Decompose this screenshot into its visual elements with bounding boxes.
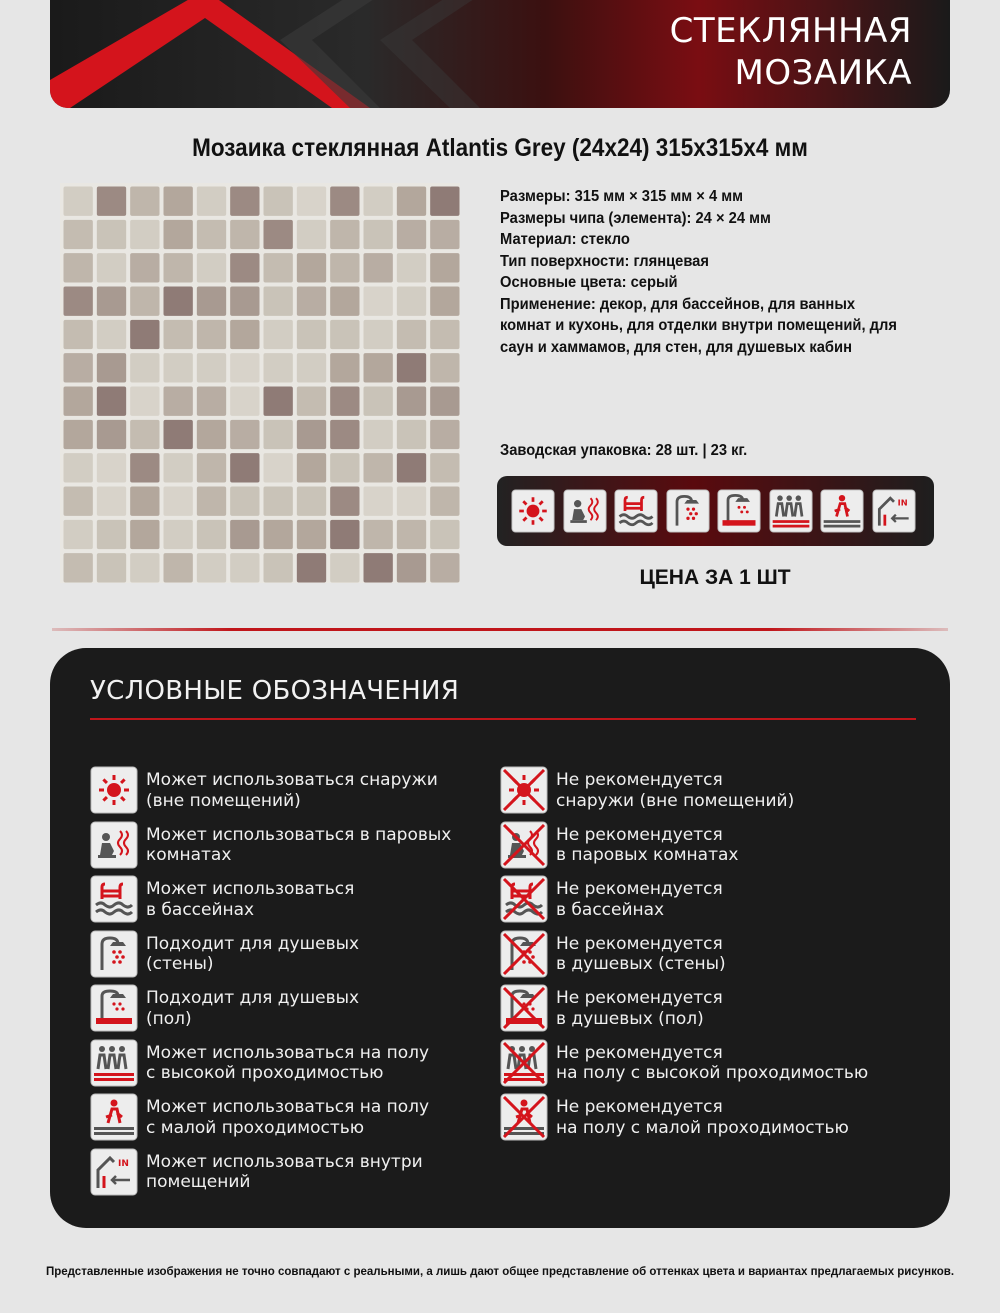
legend-item-text: Может использоваться внутри помещений	[146, 1151, 423, 1192]
mosaic-tile	[330, 220, 359, 249]
mosaic-tile	[330, 520, 359, 549]
pool-icon	[614, 489, 658, 533]
high-traffic-icon	[769, 489, 813, 533]
mosaic-tile	[264, 487, 293, 516]
mosaic-tile	[264, 420, 293, 449]
mosaic-tile	[164, 553, 193, 582]
mosaic-tile	[430, 253, 459, 282]
packing-info: Заводская упаковка: 28 шт. | 23 кг.	[500, 442, 748, 459]
svg-text:IN: IN	[118, 1158, 129, 1169]
product-specs	[500, 186, 905, 358]
spec-line: Материал: стекло	[500, 231, 630, 248]
legend-item	[90, 984, 510, 1034]
mosaic-tile	[330, 553, 359, 582]
spec-line: саун и хаммамов, для стен, для душевых кабин	[500, 338, 852, 356]
legend-item-text: Подходит для душевых (стены)	[146, 933, 360, 974]
legend-item-text: Не рекомендуется на полу с малой проходимостью	[556, 1097, 849, 1138]
mosaic-tile	[230, 453, 259, 482]
mosaic-tile	[264, 353, 293, 382]
mosaic-tile	[97, 387, 126, 416]
mosaic-tile	[130, 220, 159, 249]
mosaic-tile	[397, 487, 426, 516]
indoor-icon	[90, 1148, 138, 1196]
mosaic-tile	[230, 320, 259, 349]
mosaic-tile	[97, 487, 126, 516]
legend-item	[90, 1093, 510, 1143]
shower-floor-icon	[717, 489, 761, 533]
mosaic-tile	[130, 253, 159, 282]
mosaic-tile	[130, 520, 159, 549]
low-traffic-icon	[820, 489, 864, 533]
mosaic-tile	[430, 487, 459, 516]
mosaic-tile	[297, 287, 326, 316]
mosaic-tile	[164, 387, 193, 416]
mosaic-tile	[64, 253, 93, 282]
mosaic-tile	[264, 220, 293, 249]
mosaic-tile	[330, 420, 359, 449]
mosaic-tile	[64, 420, 93, 449]
mosaic-tile	[364, 220, 393, 249]
mosaic-tile	[364, 520, 393, 549]
mosaic-tile	[130, 420, 159, 449]
mosaic-tile	[264, 553, 293, 582]
low-traffic-icon	[90, 1093, 138, 1141]
legend-item-text: Не рекомендуется на полу с высокой проходимостью	[556, 1042, 869, 1083]
mosaic-tile	[330, 287, 359, 316]
mosaic-tile	[330, 253, 359, 282]
mosaic-tile	[197, 453, 226, 482]
spec-line: Размеры: 315 мм × 315 мм × 4 мм	[500, 188, 744, 205]
mosaic-tile	[230, 387, 259, 416]
mosaic-tile	[364, 253, 393, 282]
mosaic-tile	[430, 353, 459, 382]
mosaic-tile	[264, 287, 293, 316]
mosaic-tile	[297, 253, 326, 282]
mosaic-tile	[164, 320, 193, 349]
legend-item	[500, 821, 920, 871]
mosaic-tile	[130, 553, 159, 582]
mosaic-tile	[297, 487, 326, 516]
mosaic-tile	[230, 553, 259, 582]
mosaic-tile	[430, 553, 459, 582]
mosaic-tile	[97, 253, 126, 282]
mosaic-tile	[430, 387, 459, 416]
mosaic-tile	[264, 253, 293, 282]
mosaic-tile	[97, 320, 126, 349]
shower-wall-icon	[90, 930, 138, 978]
mosaic-tile	[97, 520, 126, 549]
mosaic-tile	[197, 387, 226, 416]
high-traffic-icon	[90, 1039, 138, 1087]
mosaic-tile	[230, 220, 259, 249]
mosaic-tile	[197, 487, 226, 516]
legend-item-text: Подходит для душевых (пол)	[146, 988, 360, 1029]
legend-item-text: Может использоваться на полу с малой проходимостью	[146, 1097, 430, 1138]
mosaic-tile	[430, 420, 459, 449]
mosaic-tile	[330, 487, 359, 516]
legend-item	[90, 821, 510, 871]
mosaic-tile	[430, 220, 459, 249]
mosaic-tile	[164, 287, 193, 316]
mosaic-tile	[364, 453, 393, 482]
mosaic-tile	[130, 487, 159, 516]
mosaic-tile	[197, 353, 226, 382]
mosaic-tile	[197, 220, 226, 249]
mosaic-tile	[297, 453, 326, 482]
banner-title-line1: СТЕКЛЯННАЯ	[669, 11, 912, 51]
mosaic-tile	[397, 220, 426, 249]
mosaic-tile	[64, 453, 93, 482]
legend-item	[500, 1039, 920, 1089]
mosaic-tile	[364, 353, 393, 382]
mosaic-tile	[297, 553, 326, 582]
shower-floor-crossed-icon	[500, 984, 548, 1032]
mosaic-tile	[330, 453, 359, 482]
mosaic-tile	[97, 353, 126, 382]
mosaic-tile	[130, 287, 159, 316]
sun-icon	[511, 489, 555, 533]
mosaic-tile	[164, 420, 193, 449]
legend-item-text: Не рекомендуется в паровых комнатах	[556, 824, 739, 865]
mosaic-tile	[64, 520, 93, 549]
sun-icon	[90, 766, 138, 814]
mosaic-tile	[264, 187, 293, 216]
mosaic-tile	[97, 453, 126, 482]
mosaic-tile	[164, 353, 193, 382]
mosaic-tile	[230, 287, 259, 316]
mosaic-tile	[430, 453, 459, 482]
mosaic-tile	[397, 287, 426, 316]
mosaic-tile	[130, 453, 159, 482]
legend-item	[500, 930, 920, 980]
mosaic-tile	[230, 487, 259, 516]
legend-panel	[50, 648, 950, 1228]
mosaic-tile	[64, 187, 93, 216]
legend-item-text: Может использоваться на полу с высокой проходимостью	[146, 1042, 430, 1083]
mosaic-tile	[197, 253, 226, 282]
mosaic-tile	[330, 320, 359, 349]
legend-item	[500, 1093, 920, 1143]
mosaic-tile	[230, 520, 259, 549]
legend-item	[90, 1148, 510, 1198]
mosaic-tile	[430, 520, 459, 549]
sun-crossed-icon	[500, 766, 548, 814]
mosaic-tile	[397, 320, 426, 349]
mosaic-tile	[64, 553, 93, 582]
mosaic-tile	[397, 253, 426, 282]
mosaic-tile	[197, 553, 226, 582]
mosaic-tile	[230, 253, 259, 282]
mosaic-tile	[397, 520, 426, 549]
mosaic-tile	[364, 387, 393, 416]
mosaic-tile	[197, 287, 226, 316]
price-label: ЦЕНА ЗА 1 ШТ	[639, 566, 791, 589]
legend-item	[500, 984, 920, 1034]
mosaic-tile	[197, 520, 226, 549]
mosaic-tile	[397, 187, 426, 216]
legend-item-text: Не рекомендуется в душевых (стены)	[556, 933, 726, 974]
usage-icon-strip	[497, 476, 934, 546]
mosaic-tile	[297, 220, 326, 249]
mosaic-tile	[64, 387, 93, 416]
mosaic-tile	[64, 220, 93, 249]
mosaic-tile	[297, 320, 326, 349]
mosaic-tile	[64, 320, 93, 349]
mosaic-tile	[364, 287, 393, 316]
mosaic-tile	[297, 187, 326, 216]
svg-text:IN: IN	[897, 497, 908, 508]
legend-item	[90, 930, 510, 980]
high-traffic-crossed-icon	[500, 1039, 548, 1087]
legend-item-text: Не рекомендуется снаружи (вне помещений)	[556, 770, 795, 811]
mosaic-tile	[364, 487, 393, 516]
legend-item-text: Может использоваться в бассейнах	[146, 879, 355, 920]
mosaic-tile	[397, 453, 426, 482]
mosaic-tile	[430, 187, 459, 216]
mosaic-tile	[64, 487, 93, 516]
pool-icon	[90, 875, 138, 923]
mosaic-tile	[64, 287, 93, 316]
legend-item	[500, 875, 920, 925]
mosaic-tile	[164, 520, 193, 549]
mosaic-tile	[364, 320, 393, 349]
mosaic-tile	[264, 453, 293, 482]
shower-wall-icon	[666, 489, 710, 533]
mosaic-tile	[364, 187, 393, 216]
mosaic-tile	[330, 187, 359, 216]
mosaic-tile	[364, 420, 393, 449]
legend-item-text: Может использоваться в паровых комнатах	[146, 824, 452, 865]
product-title: Мозаика стеклянная Atlantis Grey (24x24) 315x315x4 мм	[192, 134, 808, 162]
mosaic-tile	[197, 187, 226, 216]
section-divider	[52, 628, 948, 631]
legend-item-text: Может использоваться снаружи (вне помещений)	[146, 770, 438, 811]
pool-crossed-icon	[500, 875, 548, 923]
banner-title-line2: МОЗАИКА	[734, 53, 912, 93]
mosaic-tile	[397, 353, 426, 382]
mosaic-tile	[297, 520, 326, 549]
steam-room-crossed-icon	[500, 821, 548, 869]
mosaic-tile	[230, 420, 259, 449]
mosaic-tile	[397, 553, 426, 582]
mosaic-tile	[430, 287, 459, 316]
footnote: Представленные изображения не точно совпадают с реальными, а лишь дают общее представление об оттенках цвета и вариантах предлагаемых рисунков.	[45, 1266, 955, 1278]
mosaic-tile	[197, 320, 226, 349]
mosaic-tile	[430, 320, 459, 349]
mosaic-tile	[264, 520, 293, 549]
mosaic-tile	[130, 353, 159, 382]
steam-room-icon	[563, 489, 607, 533]
indoor-icon	[872, 489, 916, 533]
mosaic-tile	[297, 353, 326, 382]
mosaic-tile	[164, 220, 193, 249]
steam-room-icon	[90, 821, 138, 869]
mosaic-tile	[364, 553, 393, 582]
mosaic-tile	[130, 320, 159, 349]
mosaic-sample-image	[60, 183, 460, 583]
mosaic-tile	[297, 420, 326, 449]
legend-item-text: Не рекомендуется в душевых (пол)	[556, 988, 723, 1029]
mosaic-tile	[164, 453, 193, 482]
legend-item	[500, 766, 920, 816]
spec-line: Применение: декор, для бассейнов, для ванных	[500, 295, 856, 313]
mosaic-tile	[97, 287, 126, 316]
legend-item	[90, 1039, 510, 1089]
mosaic-tile	[164, 487, 193, 516]
mosaic-tile	[397, 387, 426, 416]
low-traffic-crossed-icon	[500, 1093, 548, 1141]
mosaic-tile	[264, 320, 293, 349]
spec-line: Основные цвета: серый	[500, 274, 678, 291]
legend-title: УСЛОВНЫЕ ОБОЗНАЧЕНИЯ	[90, 676, 460, 706]
legend-item	[90, 766, 510, 816]
mosaic-tile	[164, 187, 193, 216]
mosaic-tile	[397, 420, 426, 449]
mosaic-tile	[297, 387, 326, 416]
mosaic-tile	[64, 353, 93, 382]
mosaic-tile	[230, 353, 259, 382]
legend-title-underline	[90, 718, 916, 720]
mosaic-tile	[230, 187, 259, 216]
mosaic-tile	[97, 553, 126, 582]
spec-line: Размеры чипа (элемента): 24 × 24 мм	[500, 209, 771, 227]
mosaic-tile	[97, 420, 126, 449]
mosaic-tile	[164, 253, 193, 282]
banner-title	[670, 10, 912, 94]
legend-item-text: Не рекомендуется в бассейнах	[556, 879, 723, 920]
mosaic-tile	[97, 187, 126, 216]
mosaic-tile	[130, 387, 159, 416]
mosaic-tile	[130, 187, 159, 216]
mosaic-tile	[330, 353, 359, 382]
spec-line: Тип поверхности: глянцевая	[500, 252, 709, 270]
header-banner	[50, 0, 950, 108]
shower-floor-icon	[90, 984, 138, 1032]
mosaic-tile	[97, 220, 126, 249]
mosaic-tile	[330, 387, 359, 416]
spec-line: комнат и кухонь, для отделки внутри помещений, для	[500, 317, 897, 334]
legend-item	[90, 875, 510, 925]
shower-wall-crossed-icon	[500, 930, 548, 978]
mosaic-tile	[197, 420, 226, 449]
mosaic-tile	[264, 387, 293, 416]
